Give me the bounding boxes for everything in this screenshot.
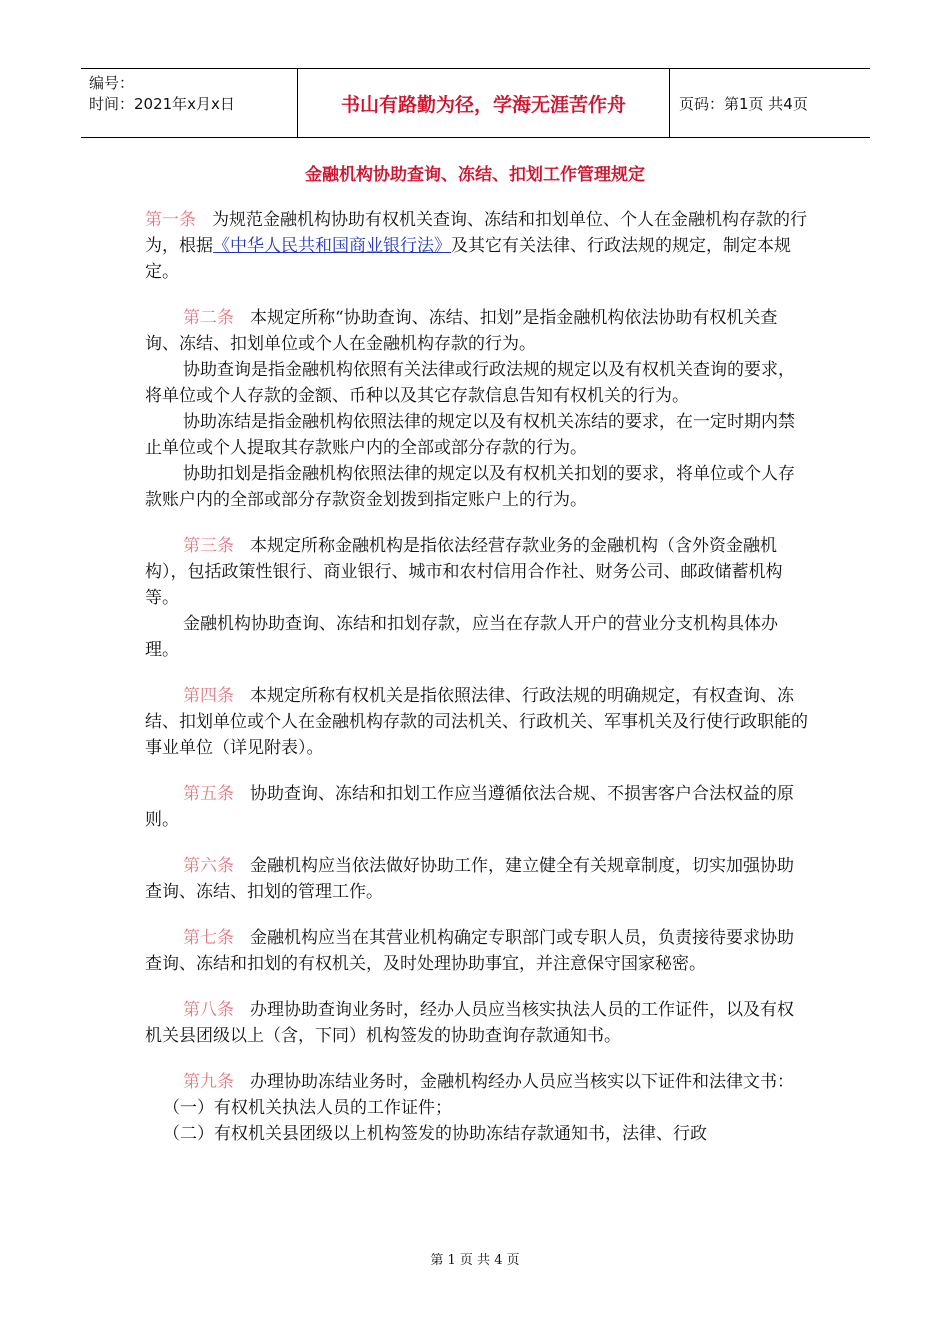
article-label: 第七条 <box>183 928 234 948</box>
header-meta <box>81 69 298 137</box>
article-label: 第九条 <box>183 1072 234 1092</box>
article-9 <box>145 1069 810 1095</box>
article-1 <box>145 207 810 285</box>
article-text-after: 及其它有关法律、行政法规的规定，制定本规定。 <box>145 236 791 282</box>
page-footer: 第 1 页 共 4 页 <box>430 1253 520 1268</box>
article-label: 第八条 <box>183 1000 234 1020</box>
article-9-item-2: （二）有权机关县团级以上机构签发的协助冻结存款通知书，法律、行政 <box>163 1124 707 1144</box>
law-link[interactable]: 《中华人民共和国商业银行法》 <box>213 236 451 256</box>
article-text: 本规定所称金融机构是指依法经营存款业务的金融机构（含外资金融机构），包括政策性银行、商业银行、城市和农村信用合作社、财务公司、邮政储蓄机构等。 <box>145 536 783 608</box>
article-3 <box>145 533 810 611</box>
article-text: 办理协助冻结业务时，金融机构经办人员应当核实以下证件和法律文书： <box>250 1072 794 1092</box>
article-text: 本规定所称有权机关是指依照法律、行政法规的明确规定，有权查询、冻结、扣划单位或个人在金融机构存款的司法机关、行政机关、军事机关及行使行政职能的事业单位（详见附表）。 <box>145 686 808 758</box>
article-2-para-4: 协助扣划是指金融机构依照法律的规定以及有权机关扣划的要求，将单位或个人存款账户内的全部或部分存款资金划拨到指定账户上的行为。 <box>145 464 795 510</box>
document-body <box>145 207 810 1147</box>
article-text: 为规范金融机构协助有权机关查询、冻结和扣划单位、个人在金融机构存款的行为，根据 <box>145 210 807 256</box>
article-label: 第四条 <box>183 686 234 706</box>
header-page-info: 页码：第1页 共4页 <box>679 94 808 113</box>
article-text: 金融机构应当依法做好协助工作，建立健全有关规章制度，切实加强协助查询、冻结、扣划的管理工作。 <box>145 856 794 902</box>
article-2-para-2: 协助查询是指金融机构依照有关法律或行政法规的规定以及有权机关查询的要求，将单位或个人存款的金额、币种以及其它存款信息告知有权机关的行为。 <box>145 360 795 406</box>
article-9-item-1: （一）有权机关执法人员的工作证件； <box>163 1098 452 1118</box>
article-label: 第六条 <box>183 856 234 876</box>
article-label: 第五条 <box>183 784 234 804</box>
article-3-para-2: 金融机构协助查询、冻结和扣划存款，应当在存款人开户的营业分支机构具体办理。 <box>145 614 778 660</box>
article-text: 办理协助查询业务时，经办人员应当核实执法人员的工作证件，以及有权机关县团级以上（含，下同）机构签发的协助查询存款通知书。 <box>145 1000 794 1046</box>
document-title: 金融机构协助查询、冻结、扣划工作管理规定 <box>305 165 645 185</box>
article-label: 第二条 <box>183 308 234 328</box>
header-motto: 书山有路勤为径，学海无涯苦作舟 <box>298 69 670 137</box>
article-4 <box>145 683 810 761</box>
page-header <box>81 68 870 138</box>
article-6 <box>145 853 810 905</box>
article-8 <box>145 997 810 1049</box>
article-label: 第一条 <box>145 210 196 230</box>
article-2-para-3: 协助冻结是指金融机构依照法律的规定以及有权机关冻结的要求，在一定时期内禁止单位或个人提取其存款账户内的全部或部分存款的行为。 <box>145 412 795 458</box>
article-text: 金融机构应当在其营业机构确定专职部门或专职人员，负责接待要求协助查询、冻结和扣划的有权机关，及时处理协助事宜，并注意保守国家秘密。 <box>145 928 794 974</box>
article-text: 本规定所称“协助查询、冻结、扣划”是指金融机构依法协助有权机关查询、冻结、扣划单位或个人在金融机构存款的行为。 <box>145 308 778 354</box>
article-5 <box>145 781 810 833</box>
article-label: 第三条 <box>183 536 234 556</box>
document-time-label: 时间：2021年x月x日 <box>89 95 235 113</box>
article-2 <box>145 305 810 357</box>
article-7 <box>145 925 810 977</box>
article-text: 协助查询、冻结和扣划工作应当遵循依法合规、不损害客户合法权益的原则。 <box>145 784 794 830</box>
document-number-label: 编号： <box>89 74 135 92</box>
